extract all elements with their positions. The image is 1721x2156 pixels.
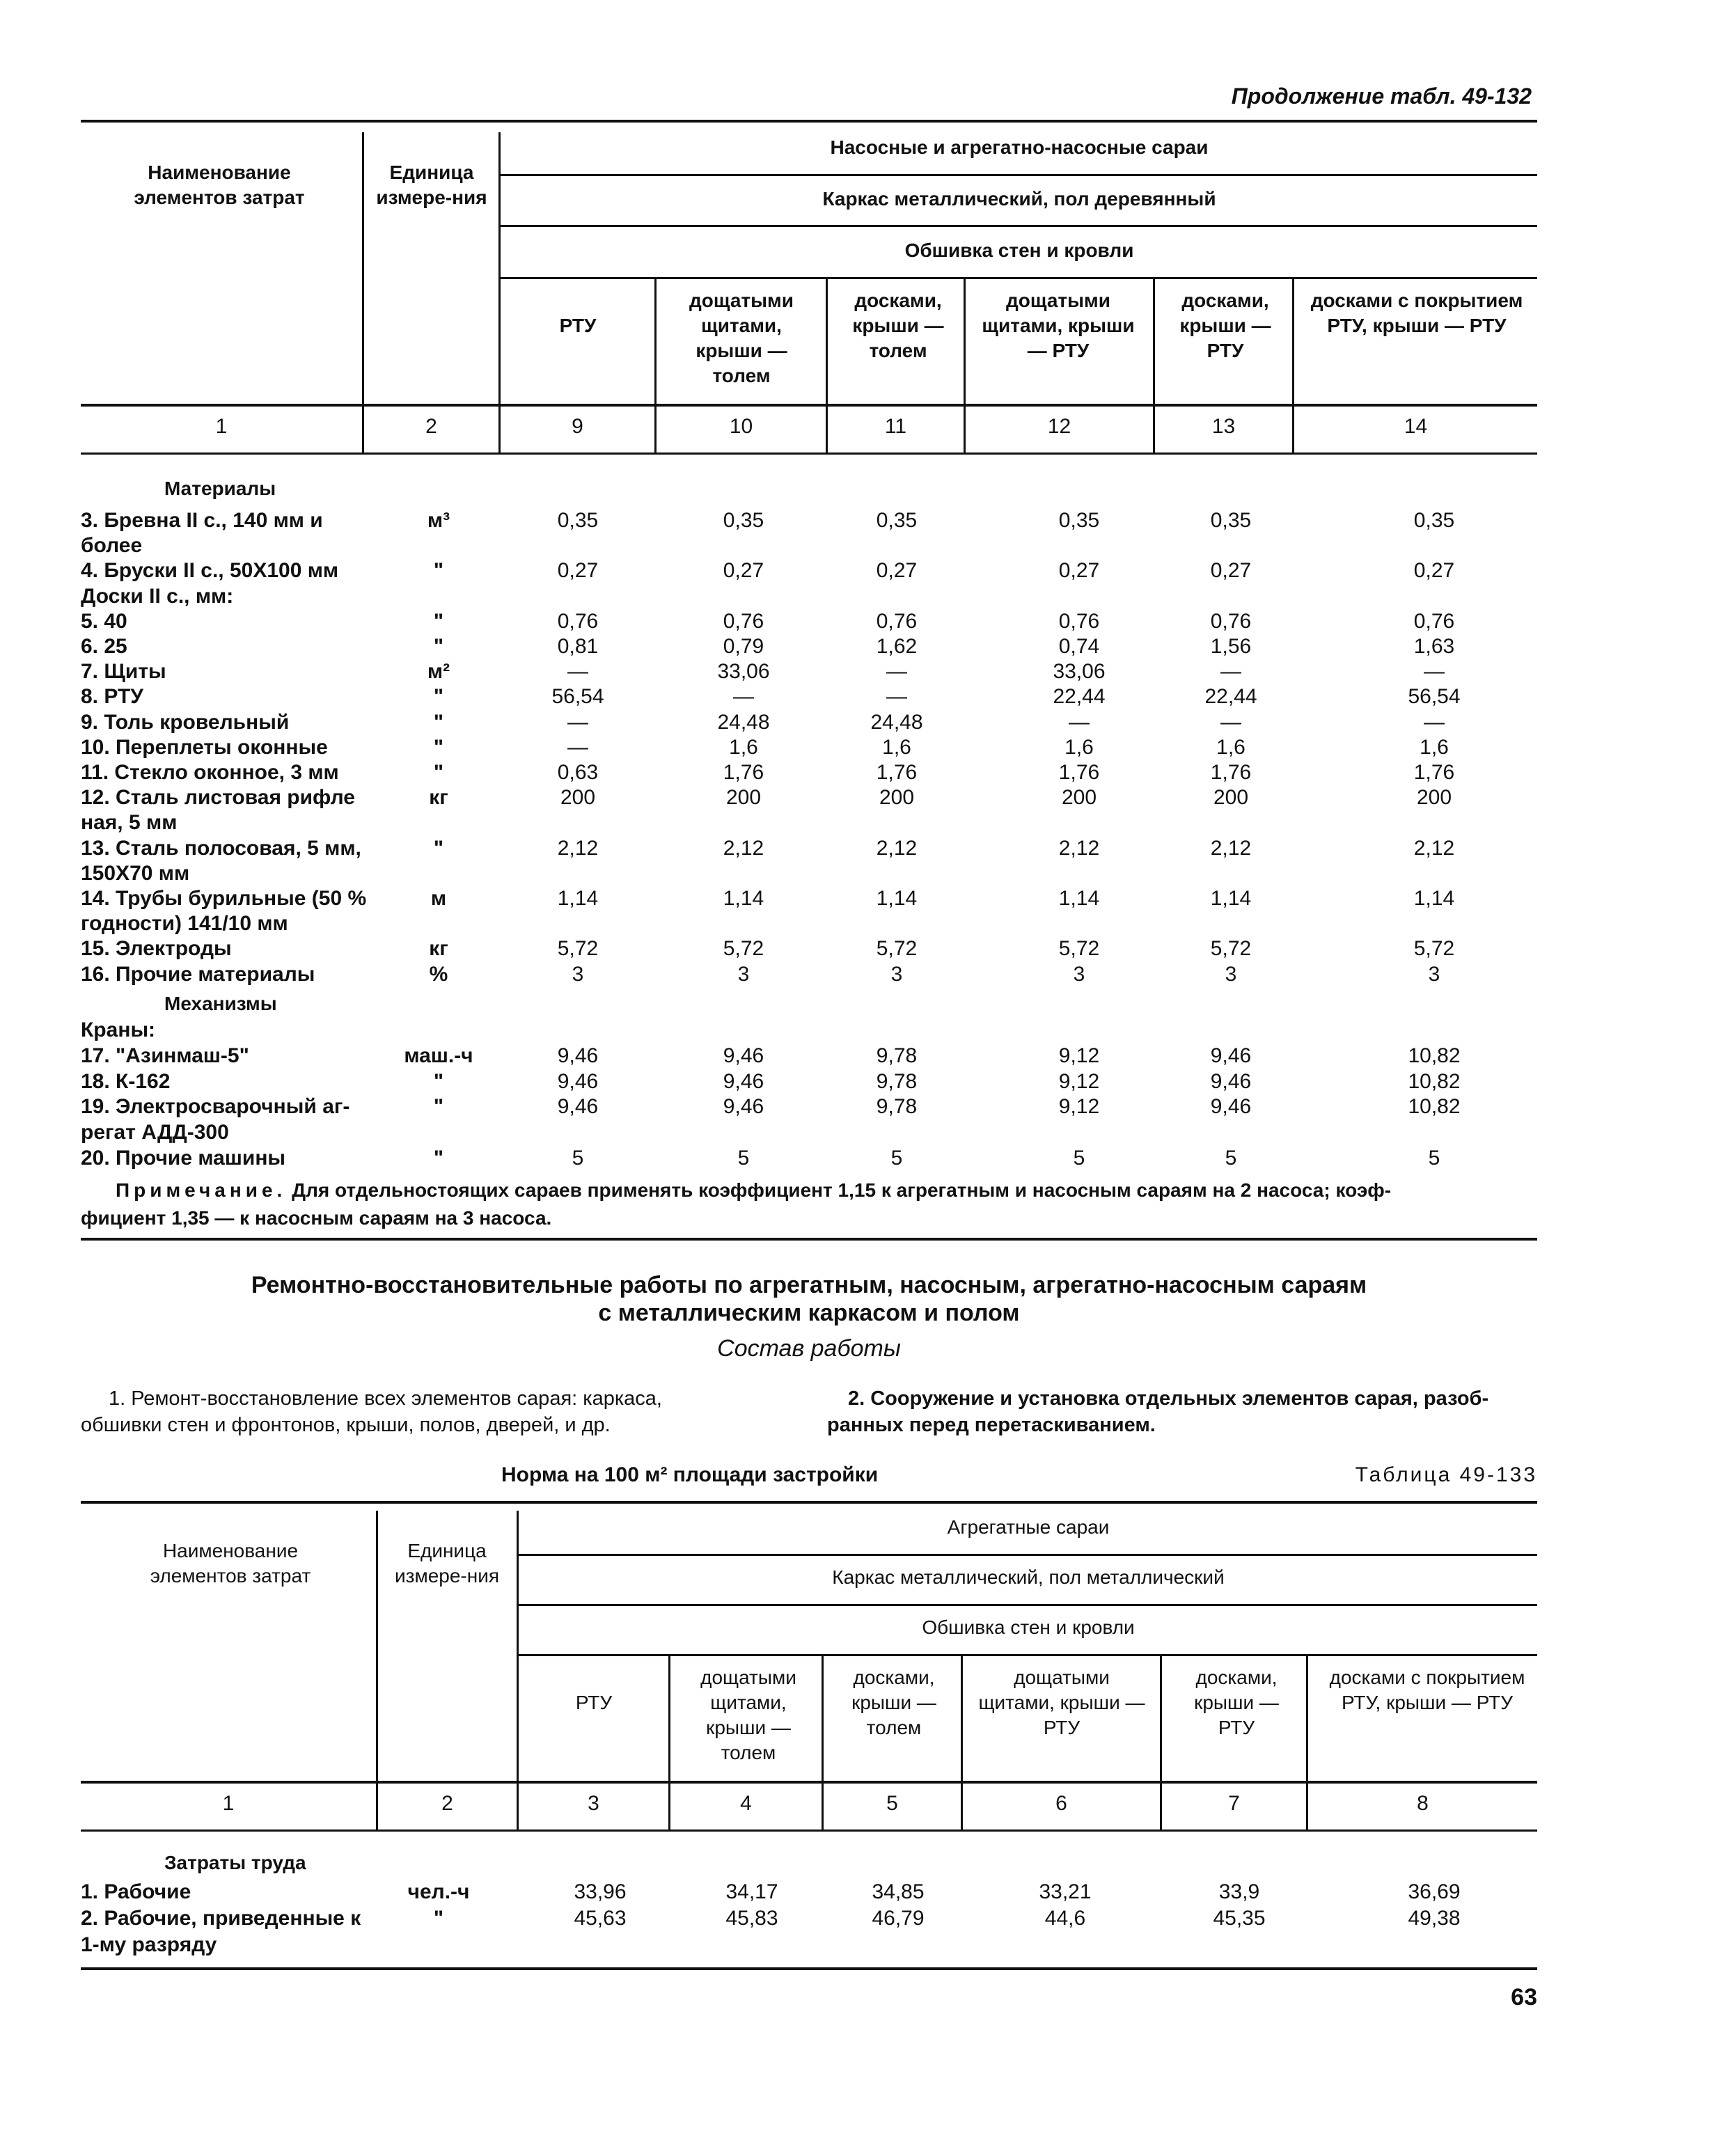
t2-row (0, 1933, 1721, 1958)
row-value: 10,82 (1408, 1044, 1461, 1067)
row-value: 10,82 (1408, 1095, 1461, 1119)
row-value: 5,72 (557, 937, 599, 961)
row-value: 9,46 (723, 1095, 764, 1119)
row-value: 49,38 (1408, 1907, 1461, 1930)
row-value: 5 (1073, 1147, 1085, 1170)
note-label: Примечание. (116, 1179, 287, 1201)
t2-row (0, 1880, 1721, 1905)
row-value: 44,6 (1044, 1907, 1086, 1930)
row-value: 0,27 (557, 559, 599, 583)
t1-section-materials: Материалы (164, 478, 276, 499)
t1-colnum: 2 (425, 415, 437, 438)
t1-mech-row (0, 1120, 1721, 1145)
row-value: 0,27 (1413, 559, 1455, 583)
t2-group1: Агрегатные сараи (947, 1516, 1110, 1538)
row-value: 5,72 (1210, 937, 1252, 961)
row-value: 2,12 (557, 836, 599, 860)
row-value: 24,48 (870, 710, 923, 734)
row-value: 1,76 (723, 761, 764, 784)
t1-row (0, 962, 1721, 987)
t1-colnum: 1 (215, 415, 228, 438)
row-unit: " (433, 761, 444, 784)
row-name: 6. 25 (81, 635, 127, 658)
row-unit: " (433, 836, 444, 860)
row-value: 1,14 (1058, 887, 1100, 910)
t1-row (0, 936, 1721, 961)
row-value: 0,35 (723, 509, 764, 532)
row-value: 1,76 (1058, 761, 1100, 784)
row-name: 11. Стекло оконное, 3 мм (81, 761, 339, 784)
row-unit: кг (429, 786, 448, 810)
row-value: — (1220, 710, 1241, 734)
t2-colnum: 6 (1055, 1792, 1067, 1815)
t1-row (0, 659, 1721, 684)
row-unit: м³ (427, 509, 450, 532)
row-value: 200 (1213, 786, 1249, 810)
t1-row (0, 584, 1721, 609)
row-value: 56,54 (1408, 685, 1461, 709)
row-value: 0,76 (723, 609, 764, 633)
t1-row (0, 760, 1721, 785)
row-value: 3 (890, 962, 903, 986)
row-value: 22,44 (1204, 685, 1257, 709)
row-name: 1. Рабочие (81, 1880, 191, 1903)
t1-col-10: дощатыми щитами, крыши — толем (689, 290, 794, 386)
row-value: 0,76 (876, 609, 918, 633)
row-name: 10. Переплеты оконные (81, 735, 328, 759)
row-value: 56,54 (551, 685, 604, 709)
t2-col-4: дощатыми щитами, крыши — толем (700, 1667, 796, 1763)
row-name: годности) 141/10 мм (81, 912, 288, 936)
t1-col-13: досками, крыши — РТУ (1179, 290, 1271, 361)
row-value: 200 (879, 786, 915, 810)
row-unit: " (433, 685, 444, 709)
t1-row (0, 710, 1721, 735)
work-item-2-line2: ранных перед перетаскиванием. (827, 1414, 1156, 1436)
row-value: 24,48 (717, 710, 770, 734)
row-value: 9,78 (876, 1044, 918, 1067)
row-value: 45,63 (574, 1907, 627, 1930)
t1-colnum: 14 (1404, 415, 1428, 438)
section2-subtitle: Состав работы (717, 1335, 901, 1362)
row-value: 1,14 (723, 887, 764, 910)
row-value: 3 (737, 962, 750, 986)
t2-col-name-header: Наименование элементов затрат (150, 1540, 311, 1587)
row-value: 2,12 (1210, 836, 1252, 860)
row-name: 150X70 мм (81, 861, 190, 885)
row-value: 46,79 (872, 1907, 925, 1930)
work-item-1 (81, 1385, 770, 1438)
t1-colnum: 13 (1211, 415, 1236, 438)
row-value: 3 (1225, 962, 1237, 986)
t1-col-9: РТУ (559, 315, 597, 336)
row-value: — (1220, 660, 1241, 684)
row-value: 1,6 (882, 735, 911, 759)
t2-colnum: 8 (1417, 1792, 1429, 1815)
t1-col-name-header: Наименование элементов затрат (134, 162, 305, 208)
t1-row (0, 785, 1721, 810)
t1-row (0, 810, 1721, 835)
row-value: — (733, 685, 754, 709)
t2-colnum: 2 (441, 1792, 453, 1815)
row-value: 45,83 (725, 1907, 778, 1930)
row-value: 5 (1428, 1147, 1440, 1170)
t1-colnum: 9 (572, 415, 583, 438)
row-value: 33,96 (574, 1880, 627, 1903)
row-value: 200 (725, 786, 762, 810)
t1-mech-row (0, 1094, 1721, 1119)
row-name: 16. Прочие материалы (81, 962, 315, 986)
row-value: — (1069, 710, 1090, 734)
row-value: 0,35 (1210, 509, 1252, 532)
row-value: 9,46 (1210, 1095, 1252, 1119)
row-value: 0,27 (723, 559, 764, 583)
row-unit: " (433, 609, 444, 633)
row-name: 5. 40 (81, 609, 127, 633)
row-name: 12. Сталь листовая рифле (81, 786, 355, 810)
row-value: 10,82 (1408, 1069, 1461, 1093)
row-value: 1,63 (1413, 635, 1455, 658)
t1-row (0, 886, 1721, 911)
row-name: 2. Рабочие, приведенные к (81, 1907, 361, 1930)
row-value: 5 (737, 1147, 750, 1170)
norm-caption: Норма на 100 м² площади застройки (501, 1463, 879, 1486)
row-value: 0,35 (557, 509, 599, 532)
table-label: Таблица 49-133 (1355, 1463, 1537, 1486)
row-value: 2,12 (876, 836, 918, 860)
t1-row (0, 609, 1721, 634)
row-value: 22,44 (1053, 685, 1106, 709)
section2-title (81, 1271, 1537, 1327)
row-name: 17. "Азинмаш-5" (81, 1044, 249, 1067)
row-value: 9,78 (876, 1069, 918, 1093)
work-item-2 (827, 1385, 1544, 1438)
t1-mech-row (0, 1069, 1721, 1094)
t1-row (0, 634, 1721, 659)
row-value: 36,69 (1408, 1880, 1461, 1903)
row-name: 15. Электроды (81, 937, 232, 961)
row-value: 9,46 (723, 1069, 764, 1093)
row-unit: " (433, 1907, 444, 1930)
row-value: 9,46 (1210, 1044, 1252, 1067)
row-value: 5 (1225, 1147, 1237, 1170)
row-value: 1,14 (1413, 887, 1455, 910)
row-value: 1,76 (1413, 761, 1455, 784)
t1-col-unit-header: Единица измере-ния (376, 162, 487, 208)
work-item-2-line1: 2. Сооружение и установка отдельных элементов сарая, разоб- (848, 1387, 1489, 1410)
row-value: 0,76 (1210, 609, 1252, 633)
t1-colnum: 12 (1047, 415, 1071, 438)
t1-mech-row (0, 1044, 1721, 1069)
row-value: 0,27 (1210, 559, 1252, 583)
work-item-1-line1: 1. Ремонт-восстановление всех элементов сарая: каркаса, (109, 1387, 662, 1410)
t1-row (0, 684, 1721, 709)
row-value: — (567, 660, 588, 684)
t2-col-5: досками, крыши — толем (851, 1667, 936, 1738)
row-unit: " (433, 735, 444, 759)
row-value: 33,06 (1053, 660, 1106, 684)
row-value: 3 (1428, 962, 1440, 986)
row-value: 1,56 (1210, 635, 1252, 658)
row-value: 5,72 (876, 937, 918, 961)
row-name: более (81, 534, 143, 558)
row-value: 0,35 (876, 509, 918, 532)
row-value: 33,21 (1039, 1880, 1092, 1903)
row-value: 0,27 (1058, 559, 1100, 583)
row-value: 0,76 (1413, 609, 1455, 633)
row-value: 3 (572, 962, 584, 986)
row-value: 0,76 (557, 609, 599, 633)
row-unit: " (433, 1069, 444, 1093)
row-value: 9,46 (557, 1044, 599, 1067)
row-value: 3 (1073, 962, 1085, 986)
t1-row (0, 508, 1721, 533)
row-value: 5,72 (1413, 937, 1455, 961)
t1-colnum: 11 (884, 415, 907, 438)
row-name: ная, 5 мм (81, 811, 178, 835)
row-value: 45,35 (1213, 1907, 1266, 1930)
row-value: 9,46 (1210, 1069, 1252, 1093)
row-name: 3. Бревна II с., 140 мм и (81, 509, 323, 532)
row-value: 33,9 (1218, 1880, 1260, 1903)
section2-title-line1: Ремонтно-восстановительные работы по агрегатным, насосным, агрегатно-насосным сараям (251, 1272, 1367, 1298)
t1-row (0, 558, 1721, 583)
row-value: 9,12 (1058, 1069, 1100, 1093)
row-value: 9,12 (1058, 1044, 1100, 1067)
row-value: 9,12 (1058, 1095, 1100, 1119)
row-value: 5,72 (723, 937, 764, 961)
row-value: 1,76 (1210, 761, 1252, 784)
row-unit: м (430, 887, 447, 910)
row-value: 34,17 (725, 1880, 778, 1903)
row-value: 9,46 (557, 1095, 599, 1119)
t2-col-unit-header: Единица измере-ния (394, 1540, 500, 1587)
t1-col-12: дощатыми щитами, крыши — РТУ (982, 290, 1135, 361)
row-value: 0,74 (1058, 635, 1100, 658)
t1-mech-row (0, 1146, 1721, 1171)
t2-section-labor: Затраты труда (164, 1852, 306, 1873)
row-unit: " (433, 1095, 444, 1119)
row-value: 5,72 (1058, 937, 1100, 961)
t1-col-14: досками с покрытием РТУ, крыши — РТУ (1310, 290, 1523, 336)
row-name: 18. К-162 (81, 1069, 171, 1093)
row-name: 4. Бруски II с., 50X100 мм (81, 559, 339, 583)
t1-col-11: досками, крыши — толем (852, 290, 944, 361)
row-value: 200 (1416, 786, 1452, 810)
t1-group1: Насосные и агрегатно-насосные сараи (830, 136, 1209, 158)
row-name: регат АДД-300 (81, 1121, 229, 1144)
t1-row (0, 533, 1721, 558)
row-value: 1,6 (1064, 735, 1094, 759)
t2-col-7: досками, крыши — РТУ (1194, 1667, 1279, 1738)
row-unit: м² (427, 660, 450, 684)
row-value: 2,12 (723, 836, 764, 860)
row-value: 1,6 (1420, 735, 1449, 759)
t1-section-mechanisms: Механизмы (164, 993, 277, 1014)
row-unit: % (429, 962, 448, 986)
row-name: Краны: (81, 1018, 156, 1041)
t2-colnum: 4 (740, 1792, 752, 1815)
row-value: 1,76 (876, 761, 918, 784)
row-value: — (567, 710, 588, 734)
row-name: 8. РТУ (81, 685, 143, 709)
row-value: 1,6 (1216, 735, 1245, 759)
t1-group2: Каркас металлический, пол деревянный (822, 188, 1216, 210)
continuation-label: Продолжение табл. 49-132 (1231, 84, 1532, 109)
row-value: 5 (572, 1147, 584, 1170)
t1-row (0, 911, 1721, 936)
row-value: 9,78 (876, 1095, 918, 1119)
row-value: 1,62 (876, 635, 918, 658)
t2-col-6: дощатыми щитами, крыши — РТУ (978, 1667, 1145, 1738)
row-name: 13. Сталь полосовая, 5 мм, (81, 836, 361, 860)
row-name: 1-му разряду (81, 1933, 217, 1956)
row-unit: " (433, 1147, 444, 1170)
row-value: 0,27 (876, 559, 918, 583)
row-value: 2,12 (1058, 836, 1100, 860)
row-unit: кг (429, 937, 448, 961)
row-value: 5 (890, 1147, 903, 1170)
row-value: 9,46 (557, 1069, 599, 1093)
row-value: — (1424, 660, 1445, 684)
row-value: 1,6 (729, 735, 758, 759)
row-value: 0,63 (557, 761, 599, 784)
row-value: — (1424, 710, 1445, 734)
row-value: 34,85 (872, 1880, 925, 1903)
page-number: 63 (1511, 1984, 1537, 2011)
work-item-1-line2: обшивки стен и фронтонов, крыши, полов, дверей, и др. (81, 1414, 611, 1436)
t1-row (0, 735, 1721, 760)
t2-col-8: досками с покрытием РТУ, крыши — РТУ (1329, 1667, 1525, 1713)
t2-group3: Обшивка стен и кровли (922, 1616, 1135, 1638)
row-value: 1,14 (1210, 887, 1252, 910)
note-text: Для отдельностоящих сараев применять коэффициент 1,15 к агрегатным и насосным сараям на 2 насоса; коэф- (292, 1179, 1392, 1201)
t2-colnum: 3 (588, 1792, 599, 1815)
row-value: 33,06 (717, 660, 770, 684)
row-value: 0,35 (1058, 509, 1100, 532)
t1-colnum: 10 (729, 415, 753, 438)
t2-colnum: 7 (1228, 1792, 1240, 1815)
row-value: 0,76 (1058, 609, 1100, 633)
row-unit: маш.-ч (404, 1044, 473, 1067)
t2-col-3: РТУ (575, 1692, 613, 1713)
row-value: 1,14 (557, 887, 599, 910)
row-value: — (567, 735, 588, 759)
row-value: 200 (560, 786, 596, 810)
row-name: Доски II с., мм: (81, 584, 234, 608)
note-text-2: фициент 1,35 — к насосным сараям на 3 насоса. (81, 1207, 552, 1229)
row-value: 1,14 (876, 887, 918, 910)
section2-title-line2: с металлическим каркасом и полом (598, 1300, 1020, 1326)
row-value: 0,35 (1413, 509, 1455, 532)
t2-colnum: 5 (886, 1792, 898, 1815)
t2-colnum: 1 (222, 1792, 235, 1815)
t2-row (0, 1906, 1721, 1931)
row-value: 0,79 (723, 635, 764, 658)
t2-group2: Каркас металлический, пол металлический (832, 1566, 1225, 1588)
row-name: 19. Электросварочный аг- (81, 1095, 350, 1119)
row-value: 9,46 (723, 1044, 764, 1067)
row-unit: чел.-ч (407, 1880, 470, 1903)
row-value: 2,12 (1413, 836, 1455, 860)
t1-row (0, 836, 1721, 861)
row-value: — (886, 660, 907, 684)
row-name: 20. Прочие машины (81, 1147, 286, 1170)
row-name: 14. Трубы бурильные (50 % (81, 887, 367, 910)
row-unit: " (433, 635, 444, 658)
row-value: 200 (1061, 786, 1097, 810)
row-name: 7. Щиты (81, 660, 166, 684)
t1-row (0, 861, 1721, 886)
row-value: — (886, 685, 907, 709)
row-name: 9. Толь кровельный (81, 710, 290, 734)
row-unit: " (433, 559, 444, 583)
t1-mech-row (0, 1018, 1721, 1043)
row-value: 0,81 (557, 635, 599, 658)
t1-group3: Обшивка стен и кровли (904, 239, 1134, 261)
row-unit: " (433, 710, 444, 734)
